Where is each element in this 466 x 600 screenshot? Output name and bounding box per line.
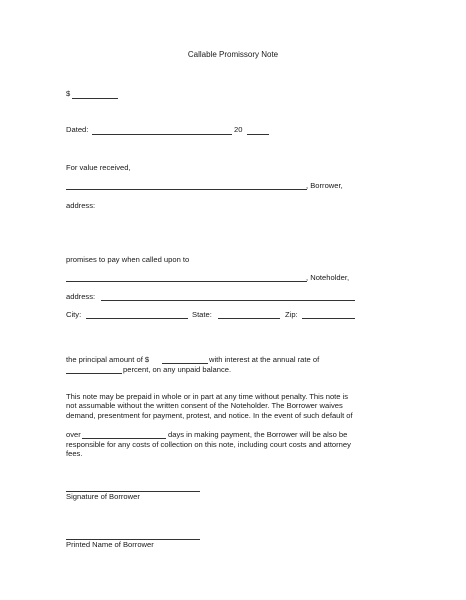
zip-label: Zip: [285, 310, 298, 319]
promises-text: promises to pay when called upon to [66, 255, 190, 264]
principal-amount-blank[interactable] [162, 363, 208, 364]
state-blank[interactable] [218, 318, 280, 319]
prepay-line-1: This note may be prepaid in whole or in part at any time without penalty. This note is [66, 392, 349, 401]
noteholder-address-blank[interactable] [101, 300, 355, 301]
prepay-line-3: demand, presentment for payment, protest, and notice. In the event of such default of [66, 410, 353, 420]
value-received-text: For value received, [66, 163, 131, 172]
over-rest-text: days in making payment, the Borrower will be also be [168, 430, 348, 439]
city-blank[interactable] [86, 318, 188, 319]
amount-label: $ [66, 89, 71, 98]
city-label: City: [66, 310, 82, 319]
borrower-label: , Borrower, [306, 181, 343, 190]
borrower-address-label: address: [66, 201, 96, 210]
state-label: State: [192, 310, 212, 319]
amount-blank[interactable] [72, 98, 118, 99]
prepay-line-2: not assumable without the written consent of the Noteholder. The Borrower waives [66, 401, 343, 411]
responsible-line-1: responsible for any costs of collection on this note, including court costs and attorney [66, 439, 351, 449]
year-blank[interactable] [247, 134, 269, 135]
principal-text-line2: percent, on any unpaid balance. [123, 365, 232, 374]
over-label: over [66, 430, 81, 439]
noteholder-address-label: address: [66, 292, 96, 301]
noteholder-label: , Noteholder, [306, 273, 350, 282]
borrower-name-blank[interactable] [66, 189, 307, 190]
zip-blank[interactable] [302, 318, 355, 319]
date-blank[interactable] [92, 134, 232, 135]
principal-text-a: the principal amount of $ [66, 355, 150, 364]
principal-text-b: with interest at the annual rate of [209, 355, 320, 364]
noteholder-name-blank[interactable] [66, 281, 307, 282]
year-prefix: 20 [234, 125, 243, 134]
interest-rate-blank[interactable] [66, 373, 122, 374]
printed-name-label: Printed Name of Borrower [66, 540, 154, 549]
signature-label: Signature of Borrower [66, 492, 140, 501]
document-title: Callable Promissory Note [187, 50, 279, 59]
dated-label: Dated: [66, 125, 89, 134]
responsible-line-2: fees. [66, 448, 83, 458]
